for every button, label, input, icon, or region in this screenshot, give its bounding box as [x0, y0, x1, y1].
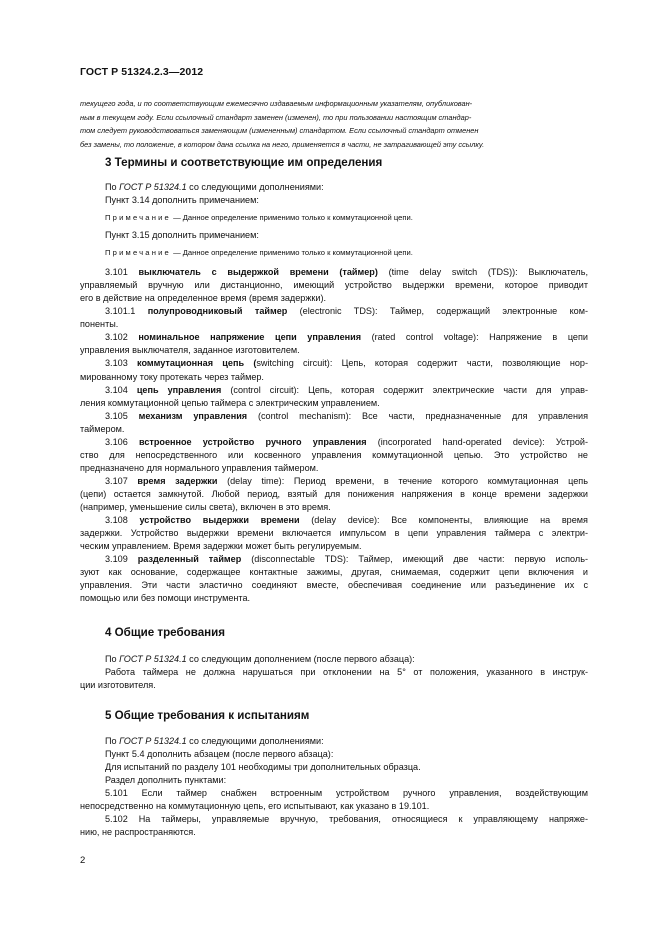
term-number: 3.102	[105, 332, 139, 343]
page-number: 2	[80, 855, 86, 866]
standard-reference: ГОСТ Р 51324.1	[119, 736, 187, 746]
text: По	[105, 736, 120, 746]
term-3-101-1	[80, 305, 588, 331]
term-text: предназначено для нормального управления таймером.	[80, 462, 319, 473]
intro-line: без замены, то положение, в котором дана ссылка на него, применяется в части, не затрагивающей эту ссылку.	[80, 139, 485, 149]
section-4-text: Работа таймера не должна нарушаться при отклонении на 5° от положения, указанного в инструк-	[105, 667, 588, 678]
section-5-heading: 5 Общие требования к испытаниям	[105, 709, 310, 722]
document-header: ГОСТ Р 51324.2.3—2012	[80, 66, 204, 78]
term-name: номинальное напряжение цепи управления	[138, 332, 362, 343]
clause-5-4: Пункт 5.4 дополнить абзацем (после первого абзаца):	[105, 749, 334, 760]
section-3-heading: 3 Термины и соответствующие им определения	[105, 156, 383, 169]
term-number: 3.101.1	[105, 306, 148, 317]
note-3-15	[80, 245, 588, 261]
term-text: помощью или без помощи инструмента.	[80, 593, 251, 604]
note-label: Примечание	[105, 213, 171, 223]
term-text: (цепи) остается замкнутой. Любой период, взятый для понижения напряжения в конце времени задержки	[80, 488, 588, 499]
term-number: 3.109	[105, 554, 138, 565]
text: По	[105, 654, 120, 664]
term-text: (delay device): Все компоненты, влияющие на время	[299, 515, 588, 526]
term-text: задержки. Устройство выдержки времени включается импульсом в цепи управления таймера с электри-	[80, 528, 588, 539]
term-text: ческим управлением. Время задержки может быть регулируемым.	[80, 541, 362, 552]
term-name: полупроводниковый таймер	[147, 306, 288, 317]
term-text: (control circuit): Цепь, которая содержит электрические части для управ-	[221, 384, 588, 395]
term-text: (например, уменьшение силы света), включен в это время.	[80, 501, 331, 512]
section-4-body	[80, 653, 588, 692]
term-name: встроенное устройство ручного управления	[138, 436, 367, 447]
term-text: ство для непосредственного или косвенного управления коммутационной цепью. Это устройство не	[80, 449, 588, 460]
text: По	[105, 182, 120, 192]
term-number: 3.106	[105, 436, 139, 447]
term-number: 3.107	[105, 475, 138, 486]
section-4-text: ции изготовителя.	[80, 680, 156, 691]
term-3-104	[80, 384, 588, 410]
term-text: switching circuit): Цепь, которая содержит части, позволяющие нор-	[256, 358, 588, 369]
section-3-intro	[80, 181, 588, 194]
term-text: (rated control voltage): Напряжение в цепи	[361, 332, 588, 343]
term-text: (control mechanism): Все части, предназначенные для управления	[247, 410, 588, 421]
term-name: разделенный таймер	[137, 554, 242, 565]
term-text: (time delay switch (TDS)): Выключатель,	[377, 267, 588, 278]
clause-5-102: 5.102 На таймеры, управляемые вручную, требования, относящиеся к управляющему напряже-	[105, 814, 588, 825]
term-3-106	[80, 436, 588, 475]
term-3-109	[80, 553, 588, 605]
term-text: (electronic TDS): Таймер, содержащий электронные ком-	[287, 306, 588, 317]
clause-5-102-text: нию, не распространяются.	[80, 827, 196, 838]
term-3-108	[80, 514, 588, 553]
section-5-body	[80, 735, 588, 839]
term-number: 3.105	[105, 410, 139, 421]
text: со следующими дополнениями:	[186, 182, 324, 192]
standard-reference: ГОСТ Р 51324.1	[119, 182, 187, 192]
text: со следующими дополнениями:	[186, 736, 324, 746]
clause-5-4-text: Для испытаний по разделу 101 необходимы три дополнительных образца.	[105, 762, 421, 773]
term-3-101	[80, 266, 588, 305]
note-text: — Данное определение применимо только к коммутационной цепи.	[170, 213, 413, 223]
term-number: 3.104	[105, 384, 137, 395]
term-text: управления выключателя, заданное изготовителем.	[80, 345, 300, 356]
section-5-add: Раздел дополнить пунктами:	[105, 775, 227, 786]
term-text: (disconnectable TDS): Таймер, имеющий две части: первую исполь-	[241, 554, 588, 565]
term-name: выключатель с выдержкой времени (таймер)	[138, 267, 378, 278]
clause-3-14-note-intro: Пункт 3.14 дополнить примечанием:	[105, 195, 259, 206]
intro-paragraph	[80, 97, 588, 151]
intro-line: том следует руководствоваться заменяющим (измененным) стандартом. Если ссылочный стандарт отменен	[80, 126, 479, 136]
note-text: — Данное определение применимо только к коммутационной цепи.	[170, 248, 413, 258]
term-name: коммутационная цепь (	[137, 358, 257, 369]
section-4-heading: 4 Общие требования	[105, 626, 226, 639]
intro-line: текущего года, и по соответствующим ежемесячно издаваемым информационным указателям, опубликован-	[80, 99, 473, 108]
note-label: Примечание	[105, 248, 171, 258]
term-name: устройство выдержки времени	[139, 515, 300, 526]
note-3-14	[80, 210, 588, 226]
clause-3-15-note-intro: Пункт 3.15 дополнить примечанием:	[105, 230, 259, 241]
term-text: зуют как основание, содержащее контактные зажимы, другая, снимаемая, содержит цепи включения и	[80, 567, 588, 578]
term-text: ления коммутационной цепью таймера с электрическим управлением.	[80, 397, 380, 408]
term-text: поненты.	[80, 319, 119, 330]
term-text: (delay time): Период времени, в течение которого коммутационная цепь	[217, 475, 588, 486]
clause-5-101-text: непосредственно на коммутационную цепь, его испытывают, как указано в 19.101.	[80, 801, 430, 812]
intro-line: ным в текущем году. Если ссылочный стандарт заменен (изменен), то при пользовании настоящим стандар-	[80, 112, 472, 122]
term-text: (incorporated hand-operated device): Устрой-	[366, 436, 588, 447]
term-text: управляемый вручную или дистанционно, имеющий устройство выдержки времени, которое приводит	[80, 280, 588, 291]
section-3-body	[80, 181, 588, 605]
text: со следующим дополнением (после первого абзаца):	[186, 654, 415, 664]
term-text: мированному току протекать через таймер.	[80, 371, 264, 382]
clause-5-101: 5.101 Если таймер снабжен встроенным устройством ручного управления, воздействующим	[105, 788, 588, 799]
term-3-107	[80, 475, 588, 514]
term-number: 3.103	[105, 358, 138, 369]
term-text: управления. Эти части эластично соединяют вместе, обеспечивая соединение или разъединение их с	[80, 580, 588, 591]
term-number: 3.108	[105, 515, 140, 526]
term-text: его в действие на определенное время (время задержки).	[80, 293, 327, 304]
term-3-105	[80, 410, 588, 436]
term-3-102	[80, 331, 588, 357]
term-name: механизм управления	[138, 410, 248, 421]
term-number: 3.101	[105, 267, 139, 278]
term-3-103	[80, 357, 588, 383]
section-5-intro	[80, 735, 588, 748]
section-4-intro	[80, 653, 588, 666]
term-text: таймером.	[80, 423, 125, 434]
standard-reference: ГОСТ Р 51324.1	[119, 654, 187, 664]
term-name: время задержки	[137, 475, 218, 486]
term-name: цепь управления	[136, 384, 222, 395]
